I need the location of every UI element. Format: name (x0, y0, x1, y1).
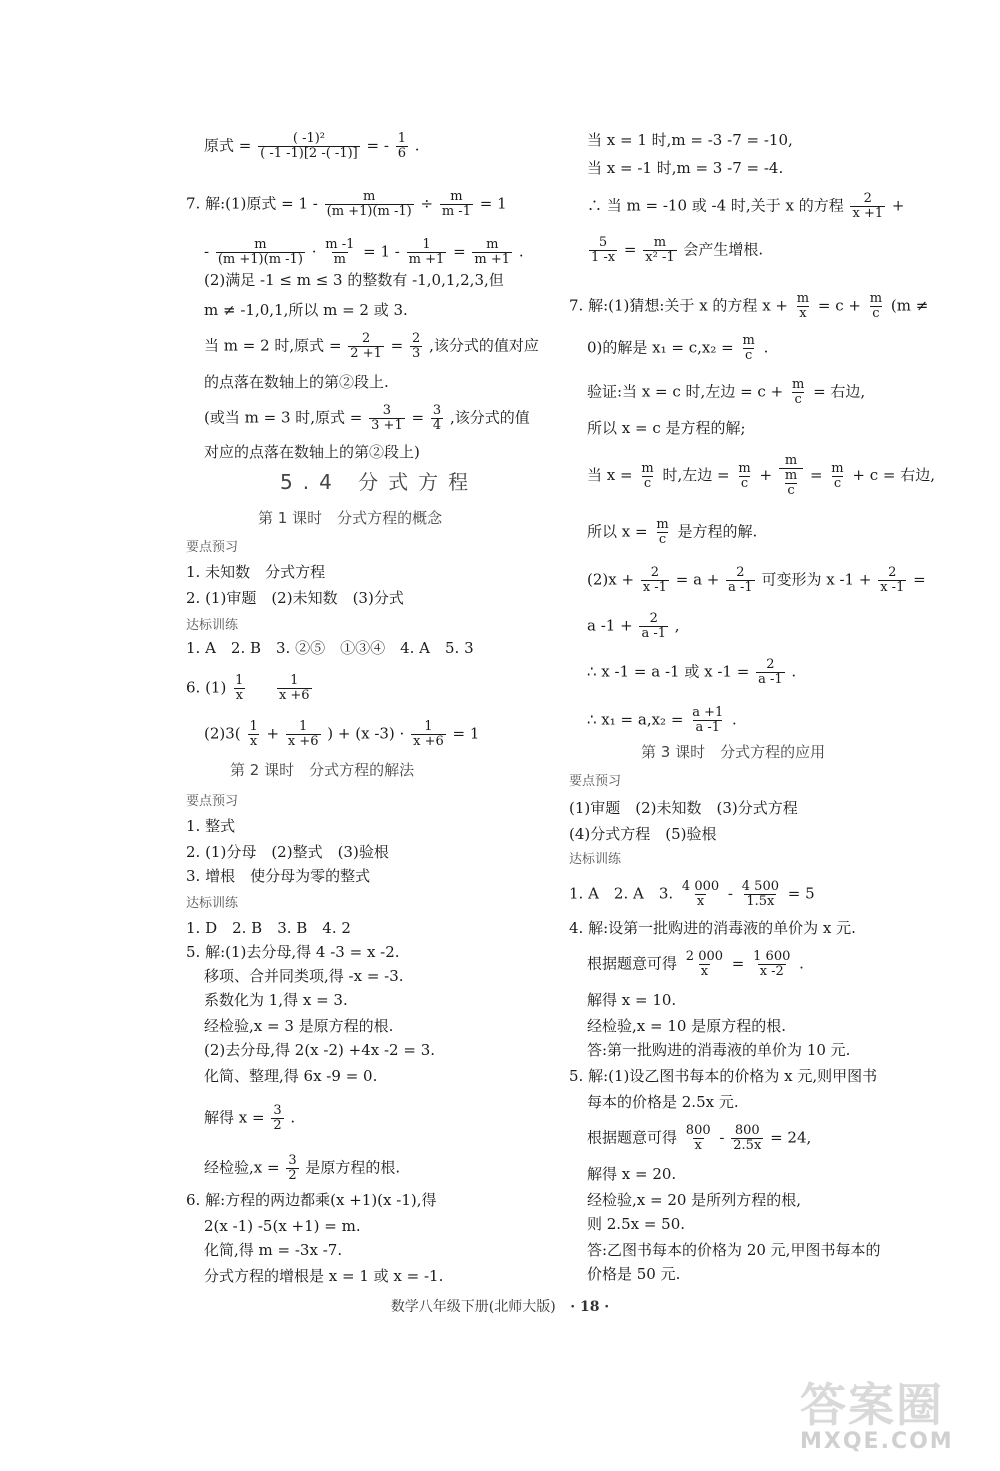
text-line: $\frac{5}{1 -x}$ = $\frac{m}{\text{x² -1}}$ 会产生增根. (591, 235, 764, 265)
text-line: 经检验,x = 20 是所列方程的根, (587, 1191, 801, 1209)
text-line: 所以 x = c 是方程的解; (587, 419, 746, 437)
text-line: 答:第一批购进的消毒液的单价为 10 元. (587, 1041, 851, 1059)
section-tag: 要点预习 (186, 794, 239, 809)
text-line: 系数化为 1,得 x = 3. (204, 991, 348, 1009)
text-line: - $\frac{m}{(m +1)(m -1)}$ · $\frac{m -1}{m}$ = 1 - $\frac{1}{m +1}$ = $\frac{m}{m +1}$ . (204, 237, 524, 267)
text-line: 2(x -1) -5(x +1) = m. (204, 1217, 361, 1235)
text-line: a -1 + $\frac{2}{a -1}$ , (587, 611, 680, 641)
text-line: 分式方程的增根是 x = 1 或 x = -1. (204, 1267, 444, 1285)
text-line: 答:乙图书每本的价格为 20 元,甲图书每本的 (587, 1241, 881, 1259)
text-line: 则 2.5x = 50. (587, 1215, 686, 1233)
section-tag: 要点预习 (569, 774, 622, 789)
text-line: 化简、整理,得 6x -9 = 0. (204, 1067, 378, 1085)
text-line: (1)审题 (2)未知数 (3)分式方程 (569, 799, 798, 817)
text-line: 对应的点落在数轴上的第②段上) (204, 443, 420, 461)
text-line: 当 x = 1 时,m = -3 -7 = -10, (587, 131, 793, 149)
text-line: 1. D 2. B 3. B 4. 2 (186, 919, 351, 937)
text-line: 1. A 2. B 3. ②⑤ ①③④ 4. A 5. 3 (186, 639, 474, 657)
text-line: 经检验,x = 10 是原方程的根. (587, 1017, 786, 1035)
text-line: ∴ 当 m = -10 或 -4 时,关于 x 的方程 $\frac{2}{x +1}$ + (587, 191, 905, 221)
text-line: 价格是 50 元. (587, 1265, 681, 1283)
book-title: 数学八年级下册(北师大版) (390, 1299, 556, 1315)
text-line: 5. 解:(1)去分母,得 4 -3 = x -2. (186, 943, 400, 961)
text-line: 化简,得 m = -3x -7. (204, 1241, 343, 1259)
text-line: 的点落在数轴上的第②段上. (204, 373, 389, 391)
text-line: 经检验,x = $\frac{3}{2}$ 是原方程的根. (204, 1153, 401, 1183)
lesson-heading: 第 2 课时 分式方程的解法 (230, 761, 415, 779)
text-line: 0)的解是 x₁ = c,x₂ = $\frac{m}{c}$ . (587, 333, 769, 363)
watermark-url: MXQE.COM (800, 1429, 954, 1454)
text-line: ∴ x -1 = a -1 或 x -1 = $\frac{2}{a -1}$ . (587, 657, 797, 687)
text-line: (2)去分母,得 2(x -2) +4x -2 = 3. (204, 1041, 436, 1059)
text-line: ∴ x₁ = a,x₂ = $\frac{a +1}{a -1}$ . (587, 705, 737, 735)
text-line: 4. 解:设第一批购进的消毒液的单价为 x 元. (569, 919, 856, 937)
text-line: 7. 解:(1)原式 = 1 - $\frac{m}{(m +1)(m -1)}$ ÷ $\frac{m}{m -1}$ = 1 (186, 189, 507, 219)
page-number: · 18 · (570, 1299, 610, 1315)
section-tag: 要点预习 (186, 540, 239, 555)
text-line: 1. 未知数 分式方程 (186, 563, 326, 581)
page-footer (0, 1296, 1000, 1316)
text-line: 6. 解:方程的两边都乘(x +1)(x -1),得 (186, 1191, 437, 1209)
section-tag: 达标训练 (569, 852, 622, 867)
text-line: 1. A 2. A 3. $\frac{4 000}{x}$ - $\frac{4 500}{1.5x}$ = 5 (569, 879, 815, 909)
text-line: 根据题意可得 $\frac{800}{x}$ - $\frac{800}{2.5x}$ = 24, (587, 1123, 812, 1153)
text-line: 经检验,x = 3 是原方程的根. (204, 1017, 394, 1035)
text-line: (2)x + $\frac{2}{x -1}$ = a + $\frac{2}{a -1}$ 可变形为 x -1 + $\frac{2}{x -1}$ = (587, 565, 926, 595)
text-line: 2. (1)分母 (2)整式 (3)验根 (186, 843, 389, 861)
text-line: (或当 m = 3 时,原式 = $\frac{3}{3 +1}$ = $\frac{3}{4}$ ,该分式的值 (204, 403, 530, 433)
text-line: 当 x = $\frac{m}{c}$ 时,左边 = $\frac{m}{c}$ + $\frac{m}{\frac{m}{c}}$ = $\frac{m}{c}$ + c = 右边, (587, 453, 936, 498)
text-line: 6. (1) $\frac{1}{x}$ $\frac{1}{x +6}$ (186, 673, 310, 703)
text-line: (4)分式方程 (5)验根 (569, 825, 717, 843)
lesson-heading: 第 1 课时 分式方程的概念 (258, 509, 443, 527)
text-line: 验证:当 x = c 时,左边 = c + $\frac{m}{c}$ = 右边, (587, 377, 866, 407)
text-line: 所以 x = $\frac{m}{c}$ 是方程的解. (587, 517, 758, 547)
text-line: m ≠ -1,0,1,所以 m = 2 或 3. (204, 301, 408, 319)
text-line: 原式 = $\frac{\text{( -1)²}}{( -1 -1)[2 -( -1)]}$ = - $\frac{1}{6}$ . (204, 131, 420, 161)
text-line: 当 x = -1 时,m = 3 -7 = -4. (587, 159, 784, 177)
lesson-heading: 第 3 课时 分式方程的应用 (641, 743, 826, 761)
text-line: 解得 x = 20. (587, 1165, 677, 1183)
text-line: 5. 解:(1)设乙图书每本的价格为 x 元,则甲图书 (569, 1067, 878, 1085)
text-line: 解得 x = 10. (587, 991, 677, 1009)
text-line: (2)满足 -1 ≤ m ≤ 3 的整数有 -1,0,1,2,3,但 (204, 271, 504, 289)
text-line: 2. (1)审题 (2)未知数 (3)分式 (186, 589, 404, 607)
section-tag: 达标训练 (186, 618, 239, 633)
text-line: 7. 解:(1)猜想:关于 x 的方程 x + $\frac{m}{x}$ = c + $\frac{m}{c}$ (m ≠ (569, 291, 929, 321)
section-tag: 达标训练 (186, 896, 239, 911)
text-line: 每本的价格是 2.5x 元. (587, 1093, 739, 1111)
text-line: 当 m = 2 时,原式 = $\frac{2}{2 +1}$ = $\frac{2}{3}$ ,该分式的值对应 (204, 331, 539, 361)
text-line: 1. 整式 (186, 817, 236, 835)
text-line: 解得 x = $\frac{3}{2}$ . (204, 1103, 296, 1133)
text-line: (2)3( $\frac{1}{x}$ + $\frac{1}{x +6}$ ) + (x -3) · $\frac{1}{x +6}$ = 1 (204, 719, 480, 749)
text-line: 根据题意可得 $\frac{2 000}{x}$ = $\frac{1 600}{x -2}$ . (587, 949, 804, 979)
watermark-text: 答案圈 (800, 1378, 944, 1432)
text-line: 移项、合并同类项,得 -x = -3. (204, 967, 404, 985)
section-heading: 5.4 分式方程 (280, 470, 479, 494)
watermark-logo (800, 1380, 970, 1460)
text-line: 3. 增根 使分母为零的整式 (186, 867, 371, 885)
